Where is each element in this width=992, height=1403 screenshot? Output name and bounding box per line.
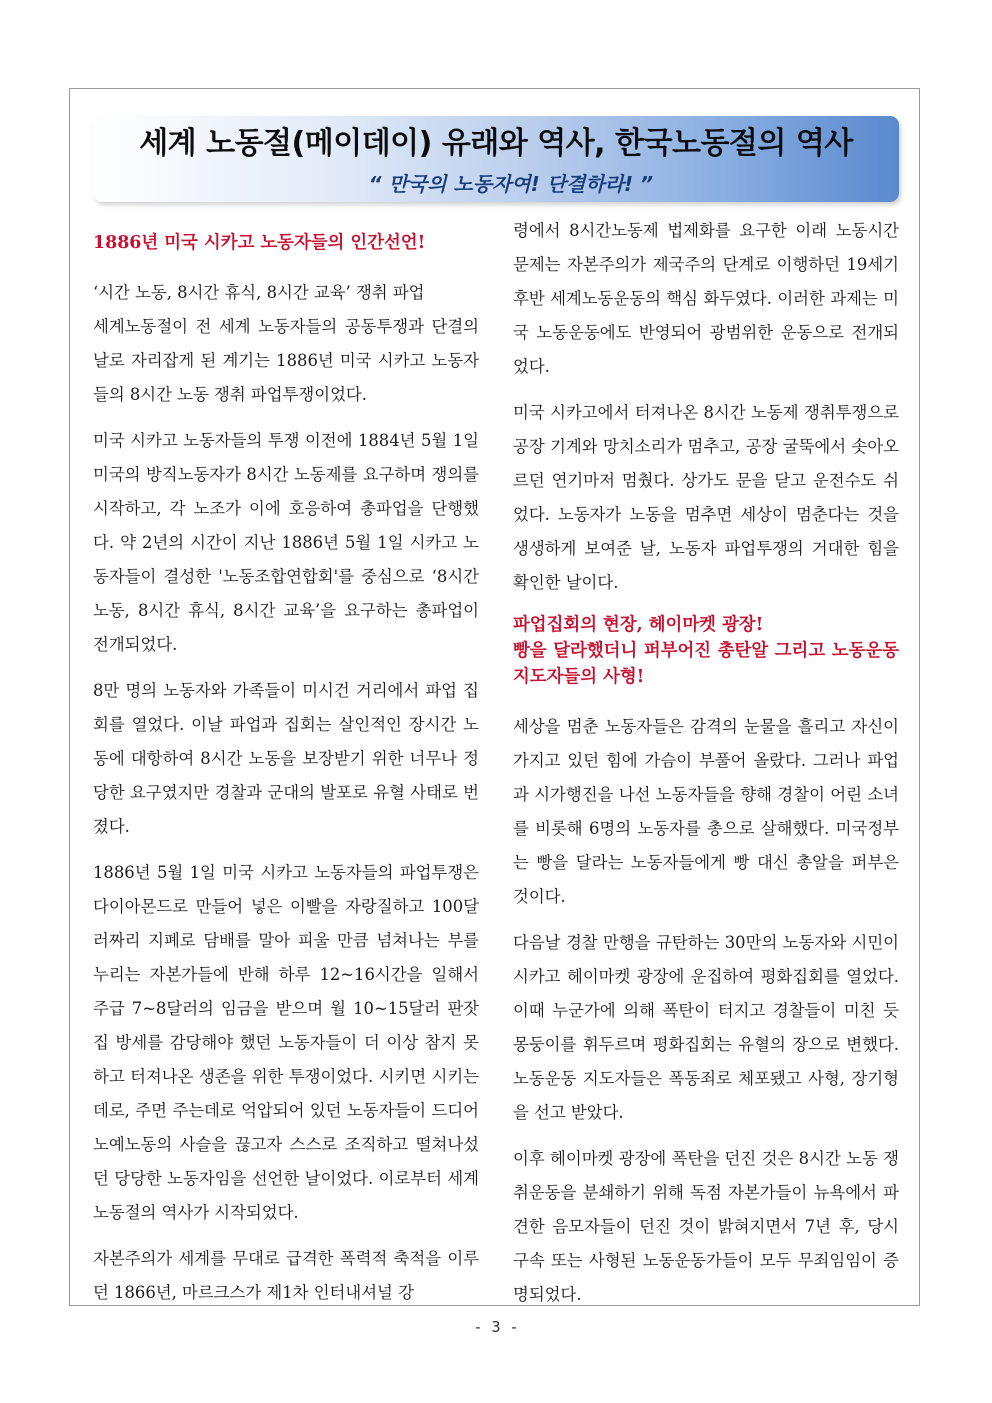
page-number: - 3 - xyxy=(473,1318,519,1336)
heading-line: 파업집회의 현장, 헤이마켓 광장! xyxy=(513,615,764,635)
title-banner xyxy=(93,116,899,202)
page-title: 세계 노동절(메이데이) 유래와 역사, 한국노동절의 역사 xyxy=(139,126,853,161)
paragraph: ‘시간 노동, 8시간 휴식, 8시간 교육’ 쟁취 파업 xyxy=(93,283,425,302)
section-heading-haymarket xyxy=(513,612,899,690)
left-column xyxy=(93,230,479,1322)
paragraph: 1886년 5월 1일 미국 시카고 노동자들의 파업투쟁은 다이아몬드로 만들어 넣은 이빨을 자랑질하고 100달러짜리 지폐로 담배를 말아 피울 만큼 넘쳐나는 부를 누리는 자본가들에 반해 하루 12~16시간을 일해서 주급 7~8달러의 임금을 받으며 월 10~15달러 판잣집 방세를 감당해야 했던 노동자들이 더 이상 참지 못하고 터져나온 생존을 위한 투쟁이었다. 시키면 시키는데로, 주면 주는데로 억압되어 있던 노동자들이 드디어 노예노동의 사슬을 끊고자 스스로 조직하고 떨쳐나섰던 당당한 노동자임을 선언한 날이었다. 이로부터 세계노동절의 역사가 시작되었다. xyxy=(93,863,479,1222)
paragraph: 미국 시카고에서 터져나온 8시간 노동제 쟁취투쟁으로 공장 기계와 망치소리가 멈추고, 공장 굴뚝에서 솟아오르던 연기마저 멈췄다. 상가도 문을 닫고 운전수도 쉬었다. 노동자가 노동을 멈추면 세상이 멈춘다는 것을 생생하게 보여준 날, 노동자 파업투쟁의 거대한 힘을 확인한 날이다. xyxy=(513,403,899,592)
paragraph: 세상을 멈춘 노동자들은 감격의 눈물을 흘리고 자신이 가지고 있던 힘에 가슴이 부풀어 올랐다. 그러나 파업과 시가행진을 나선 노동자들을 향해 경찰이 어린 소녀를 비롯해 6명의 노동자를 총으로 살해했다. 미국정부는 빵을 달라는 노동자들에게 빵 대신 총알을 퍼부은 것이다. xyxy=(513,717,899,906)
paragraph: 자본주의가 세계를 무대로 급격한 폭력적 축적을 이루던 1866년, 마르크스가 제1차 인터내셔널 강 xyxy=(93,1249,479,1302)
heading-line: 빵을 달라했더니 퍼부어진 총탄알 그리고 노동운동 지도자들의 사형! xyxy=(513,641,899,687)
right-column xyxy=(513,214,899,1324)
paragraph: 세계노동절이 전 세계 노동자들의 공동투쟁과 단결의 날로 자리잡게 된 계기는 1886년 미국 시카고 노동자들의 8시간 노동 쟁취 파업투쟁이었다. xyxy=(93,317,479,404)
paragraph: 령에서 8시간노동제 법제화를 요구한 이래 노동시간 문제는 자본주의가 제국주의 단계로 이행하던 19세기 후반 세계노동운동의 핵심 화두였다. 이러한 과제는 미국 노동운동에도 반영되어 광범위한 운동으로 전개되었다. xyxy=(513,221,899,376)
paragraph: 다음날 경찰 만행을 규탄하는 30만의 노동자와 시민이 시카고 헤이마켓 광장에 운집하여 평화집회를 열었다. 이때 누군가에 의해 폭탄이 터지고 경찰들이 미친 듯 몽둥이를 휘두르며 평화집회는 유혈의 장으로 변했다. 노동운동 지도자들은 폭동죄로 체포됐고 사형, 장기형을 선고 받았다. xyxy=(513,933,899,1122)
paragraph: 미국 시카고 노동자들의 투쟁 이전에 1884년 5월 1일 미국의 방직노동자가 8시간 노동제를 요구하며 쟁의를 시작하고, 각 노조가 이에 호응하여 총파업을 단행했다. 약 2년의 시간이 지난 1886년 5월 1일 시카고 노동자들이 결성한 '노동조합연합회'를 중심으로 ‘8시간 노동, 8시간 휴식, 8시간 교육’을 요구하는 총파업이 전개되었다. xyxy=(93,431,479,654)
slogan-subtitle: “ 만국의 노동자여! 단결하라! ” xyxy=(368,172,653,196)
paragraph: 8만 명의 노동자와 가족들이 미시건 거리에서 파업 집회를 열었다. 이날 파업과 집회는 살인적인 장시간 노동에 대항하여 8시간 노동을 보장받기 위한 너무나 정당한 요구였지만 경찰과 군대의 발포로 유혈 사태로 번졌다. xyxy=(93,681,479,836)
section-heading-chicago-1886: 1886년 미국 시카고 노동자들의 인간선언! xyxy=(93,233,426,253)
paragraph: 이후 헤이마켓 광장에 폭탄을 던진 것은 8시간 노동 쟁취운동을 분쇄하기 위해 독점 자본가들이 뉴욕에서 파견한 음모자들이 던진 것이 밝혀지면서 7년 후, 당시 구속 또는 사형된 노동운동가들이 모두 무죄임임이 증명되었다. xyxy=(513,1149,899,1304)
